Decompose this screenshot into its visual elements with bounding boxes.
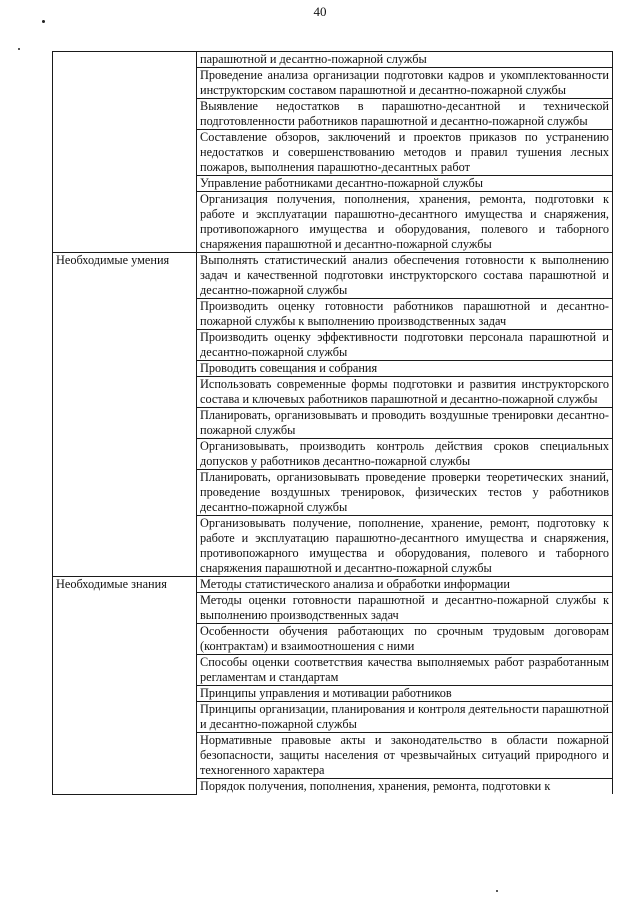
requirement-item: Выполнять статистический анализ обеспечения готовности к выполнению задач и качественной подготовки инструкторского состава парашютной и десантно-пожарной службы xyxy=(197,253,613,299)
scan-speck xyxy=(18,48,20,50)
requirement-item: Методы оценки готовности парашютной и десантно-пожарной службы к выполнению производственных задач xyxy=(197,593,613,624)
requirement-item: Составление обзоров, заключений и проектов приказов по устранению недостатков и совершенствованию методов и правил тушения лесных пожаров, выполнения парашютно-десантных работ xyxy=(197,130,613,176)
requirement-item: Производить оценку эффективности подготовки персонала парашютной и десантно-пожарной службы xyxy=(197,330,613,361)
scan-speck xyxy=(496,890,498,892)
requirement-item: Принципы управления и мотивации работников xyxy=(197,686,613,702)
table-row xyxy=(53,52,613,68)
requirement-item: Использовать современные формы подготовки и развития инструкторского состава и ключевых работников парашютной и десантно-пожарной службы xyxy=(197,377,613,408)
requirement-item: Методы статистического анализа и обработки информации xyxy=(197,577,613,593)
requirement-item: Особенности обучения работающих по срочным трудовым договорам (контрактам) и взаимоотношения с ними xyxy=(197,624,613,655)
requirements-table-body xyxy=(53,52,613,795)
requirement-item: Организовывать получение, пополнение, хранение, ремонт, подготовку к работе и эксплуатацию парашютно-десантного имущества и снаряжения, противопожарного имущества и оборудования, полевого и таборного снаряжения парашютной и десантно-пожарной службы xyxy=(197,516,613,577)
requirement-item: парашютной и десантно-пожарной службы xyxy=(197,52,613,68)
scan-speck xyxy=(42,20,45,23)
requirement-item: Принципы организации, планирования и контроля деятельности парашютной и десантно-пожарной службы xyxy=(197,702,613,733)
requirement-item: Способы оценки соответствия качества выполняемых работ разработанным регламентам и стандартам xyxy=(197,655,613,686)
requirement-item: Организация получения, пополнения, хранения, ремонта, подготовки к работе и эксплуатации парашютно-десантного имущества и снаряжения, противопожарного имущества и оборудования, полевого и таборного снаряжения парашютной и десантно-пожарной службы xyxy=(197,192,613,253)
requirement-item: Проводить совещания и собрания xyxy=(197,361,613,377)
page-number: 40 xyxy=(313,4,327,19)
requirement-item: Производить оценку готовности работников парашютной и десантно-пожарной службы к выполнению производственных задач xyxy=(197,299,613,330)
table-row xyxy=(53,577,613,593)
requirements-table xyxy=(52,51,613,795)
section-label: Необходимые умения xyxy=(53,253,197,577)
requirement-item: Нормативные правовые акты и законодательство в области пожарной безопасности, защиты населения от чрезвычайных ситуаций природного и техногенного характера xyxy=(197,733,613,779)
requirement-item: Планировать, организовывать и проводить воздушные тренировки десантно-пожарной службы xyxy=(197,408,613,439)
requirement-item: Порядок получения, пополнения, хранения, ремонта, подготовки к xyxy=(197,779,613,795)
requirement-item: Выявление недостатков в парашютно-десантной и технической подготовленности работников парашютной и десантно-пожарной службы xyxy=(197,99,613,130)
section-label xyxy=(53,52,197,253)
requirement-item: Организовывать, производить контроль действия сроков специальных допусков у работников десантно-пожарной службы xyxy=(197,439,613,470)
section-label: Необходимые знания xyxy=(53,577,197,795)
requirement-item: Управление работниками десантно-пожарной службы xyxy=(197,176,613,192)
table-row xyxy=(53,253,613,299)
requirement-item: Планировать, организовывать проведение проверки теоретических знаний, проведение воздушных тренировок, физических тестов у работников десантно-пожарной службы xyxy=(197,470,613,516)
requirement-item: Проведение анализа организации подготовки кадров и укомплектованности инструкторским составом парашютной и десантно-пожарной службы xyxy=(197,68,613,99)
